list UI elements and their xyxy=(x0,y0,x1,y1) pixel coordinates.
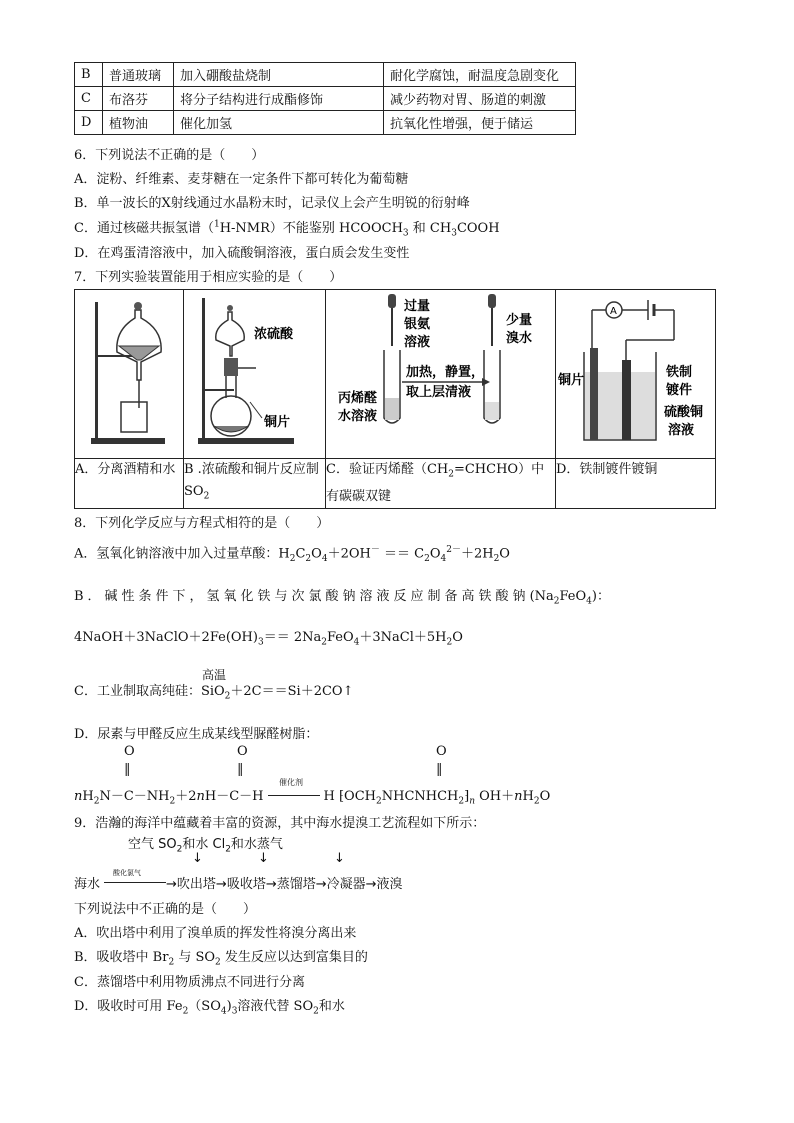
label: 铁制 xyxy=(666,365,693,380)
text: 4NaOH＋3NaClO＋2Fe(OH) xyxy=(74,630,258,645)
text: H-NMR）不能鉴别 HCOOCH xyxy=(219,221,403,236)
text: 和水 Cl xyxy=(182,837,226,852)
catalyst-label: 催化剂 xyxy=(279,778,303,787)
text: （SO xyxy=(188,999,221,1014)
electroplating-figure xyxy=(556,290,715,454)
carbonyl-o: O xyxy=(237,744,248,759)
text: 和水 xyxy=(318,999,345,1014)
label: 少量 xyxy=(506,313,533,328)
q9-sub-stem: 下列说法中不正确的是（ ） xyxy=(74,902,257,917)
text: B．碱性条件下，氢氧化铁与次氯酸钠溶液反应制备高铁酸钠 xyxy=(74,589,530,604)
q6-stem: 6．下列说法不正确的是（ ） xyxy=(74,148,265,163)
apparatus-figure-a xyxy=(75,290,184,459)
effect-cell: 耐化学腐蚀，耐温度急剧变化 xyxy=(384,63,576,87)
q8-option-a: A．氢氧化钠溶液中加入过量草酸：$H_2C_2O_4+2OH^- == C_2O_4^{2-}+2H_2O$ xyxy=(74,545,510,564)
material-cell: 普通玻璃 xyxy=(103,63,174,87)
flow-line: 海水 →吹出塔→吸收塔→蒸馏塔→冷凝器→液溴 xyxy=(74,877,403,892)
text: 和水蒸气 xyxy=(230,837,283,852)
apparatus-figure-c xyxy=(326,290,556,459)
q8-stem: 8．下列化学反应与方程式相符的是（ ） xyxy=(74,516,330,531)
resin-equation: $nH_2N-C-NH_2+2nH-C-H$ H $⁅OCH_2NHCNHCH_2⁆_n$ $OH+nH_2O$ xyxy=(74,789,551,807)
flow-arrow-label: 酸化氯气 xyxy=(113,869,141,877)
down-arrow: ↓ xyxy=(258,851,269,866)
ammeter-label: A xyxy=(610,306,617,317)
text: =CHCHO）中有碳碳双键 xyxy=(326,462,545,504)
apparatus-figure-b xyxy=(184,290,326,459)
label: 溴水 xyxy=(506,331,533,346)
text: C．验证丙烯醛（CH xyxy=(326,462,449,477)
q6-option-b: B．单一波长的X射线通过水晶粉末时，记录仪上会产生明锐的衍射峰 xyxy=(74,196,470,211)
flow-inputs: 空气 $SO_2$和水 $Cl_2$和水蒸气 xyxy=(128,837,283,855)
conc-sulfuric-label: 浓硫酸 xyxy=(254,327,294,342)
label: 镀件 xyxy=(666,383,693,398)
carbonyl-o: O xyxy=(124,744,135,759)
label: 丙烯醛 xyxy=(338,391,378,406)
label: 溶液 xyxy=(404,335,431,350)
q9-option-b: B．吸收塔中 $Br_2$ 与 $SO_2$ 发生反应以达到富集目的 xyxy=(74,950,368,968)
effect-cell: 减少药物对胃、肠道的刺激 xyxy=(384,87,576,111)
text: B．吸收塔中 Br xyxy=(74,950,169,965)
q9-option-c: C．蒸馏塔中利用物质沸点不同进行分离 xyxy=(74,975,305,990)
down-arrow: ↓ xyxy=(192,851,203,866)
text: 和 CH xyxy=(412,221,452,236)
text: D．吸收时可用 Fe xyxy=(74,999,183,1014)
q8-option-d: D．尿素与甲醛反应生成某线型脲醛树脂： xyxy=(74,727,319,742)
text: 海水 xyxy=(74,877,101,892)
label: 水溶液 xyxy=(338,409,378,424)
q9-stem: 9．浩瀚的海洋中蕴藏着丰富的资源，其中海水提溴工艺流程如下所示： xyxy=(74,816,486,831)
q6-option-c: C．通过核磁共振氢谱（$^1$H-NMR）不能鉴别 $HCOOCH_3$ 和 $CH_3COOH$ xyxy=(74,219,500,239)
flask-apparatus-figure xyxy=(184,290,325,454)
method-cell: 加入硼酸盐烧制 xyxy=(174,63,384,87)
apparatus-figure-d xyxy=(556,290,716,459)
material-cell: 布洛芬 xyxy=(103,87,174,111)
down-arrow: ↓ xyxy=(334,851,345,866)
apparatus-table xyxy=(74,289,716,509)
double-bond: ‖ xyxy=(124,762,131,777)
table-row xyxy=(75,63,576,87)
double-bond: ‖ xyxy=(436,762,443,777)
label: 过量 xyxy=(404,299,431,314)
q7-stem: 7．下列实验装置能用于相应实验的是（ ） xyxy=(74,270,343,285)
label: 取上层清液 xyxy=(406,385,472,400)
text: B .浓硫酸和铜片反应制 SO xyxy=(184,462,319,499)
text: COOH xyxy=(456,221,500,236)
label: 硫酸铜 xyxy=(664,405,704,420)
q8-option-b: B．碱性条件下，氢氧化铁与次氯酸钠溶液反应制备高铁酸钠$(Na_2FeO_4)$： xyxy=(74,589,610,607)
q9-option-a: A．吹出塔中利用了溴单质的挥发性将溴分离出来 xyxy=(74,926,357,941)
label: 银氨 xyxy=(404,317,431,332)
q6-option-d: D．在鸡蛋清溶液中，加入硫酸铜溶液，蛋白质会发生变性 xyxy=(74,246,410,261)
caption-d: D．铁制镀件镀铜 xyxy=(556,459,716,509)
caption-c: C．验证丙烯醛$(CH_2=CHCHO)$中有碳碳双键 xyxy=(326,459,556,509)
label: 溶液 xyxy=(668,423,695,438)
text: C．工业制取高纯硅：SiO xyxy=(74,684,225,699)
label: 铜片 xyxy=(558,373,585,388)
method-cell: 将分子结构进行成酯修饰 xyxy=(174,87,384,111)
q8-option-c: C．工业制取高纯硅：SiO$_2$＋2C＝＝Si＋2CO↑ xyxy=(74,684,354,702)
table-row xyxy=(75,111,576,135)
caption-b: B .浓硫酸和铜片反应制 $SO_2$ xyxy=(184,459,326,509)
text: 空气 SO xyxy=(128,837,177,852)
caption-a: A．分离酒精和水 xyxy=(75,459,184,509)
options-table xyxy=(74,62,576,135)
label: 加热，静置， xyxy=(406,365,485,380)
carbonyl-o: O xyxy=(436,744,447,759)
method-cell: 催化加氢 xyxy=(174,111,384,135)
option-letter: C xyxy=(75,87,103,111)
separatory-funnel-figure xyxy=(75,290,183,454)
text: 吹出塔→吸收塔→蒸馏塔→冷凝器→液溴 xyxy=(176,877,403,892)
text: A．氢氧化钠溶液中加入过量草酸：H xyxy=(74,546,290,562)
effect-cell: 抗氧化性增强，便于储运 xyxy=(384,111,576,135)
text: 发生反应以达到富集目的 xyxy=(224,950,368,965)
copper-label: 铜片 xyxy=(264,415,291,430)
text: ＝＝ 2Na xyxy=(263,630,322,645)
q8-option-b-equation: $4NaOH+3NaClO+2Fe(OH)_3==$ $2Na_2FeO_4+3NaCl+5H_2O$ xyxy=(74,630,463,648)
text: C．通过核磁共振氢谱（ xyxy=(74,221,214,236)
double-bond: ‖ xyxy=(237,762,244,777)
high-temp-condition: 高温 xyxy=(202,668,227,682)
test-tube-figure xyxy=(326,290,555,454)
q6-option-a: A．淀粉、纤维素、麦芽糖在一定条件下都可转化为葡萄糖 xyxy=(74,172,409,187)
option-letter: D xyxy=(75,111,103,135)
material-cell: 植物油 xyxy=(103,111,174,135)
option-letter: B xyxy=(75,63,103,87)
text: 与 SO xyxy=(178,950,216,965)
text: 溶液代替 SO xyxy=(237,999,314,1014)
q9-option-d: D．吸收时可用 $Fe_2(SO_4)_3$溶液代替 $SO_2$和水 xyxy=(74,999,345,1017)
table-row xyxy=(75,87,576,111)
